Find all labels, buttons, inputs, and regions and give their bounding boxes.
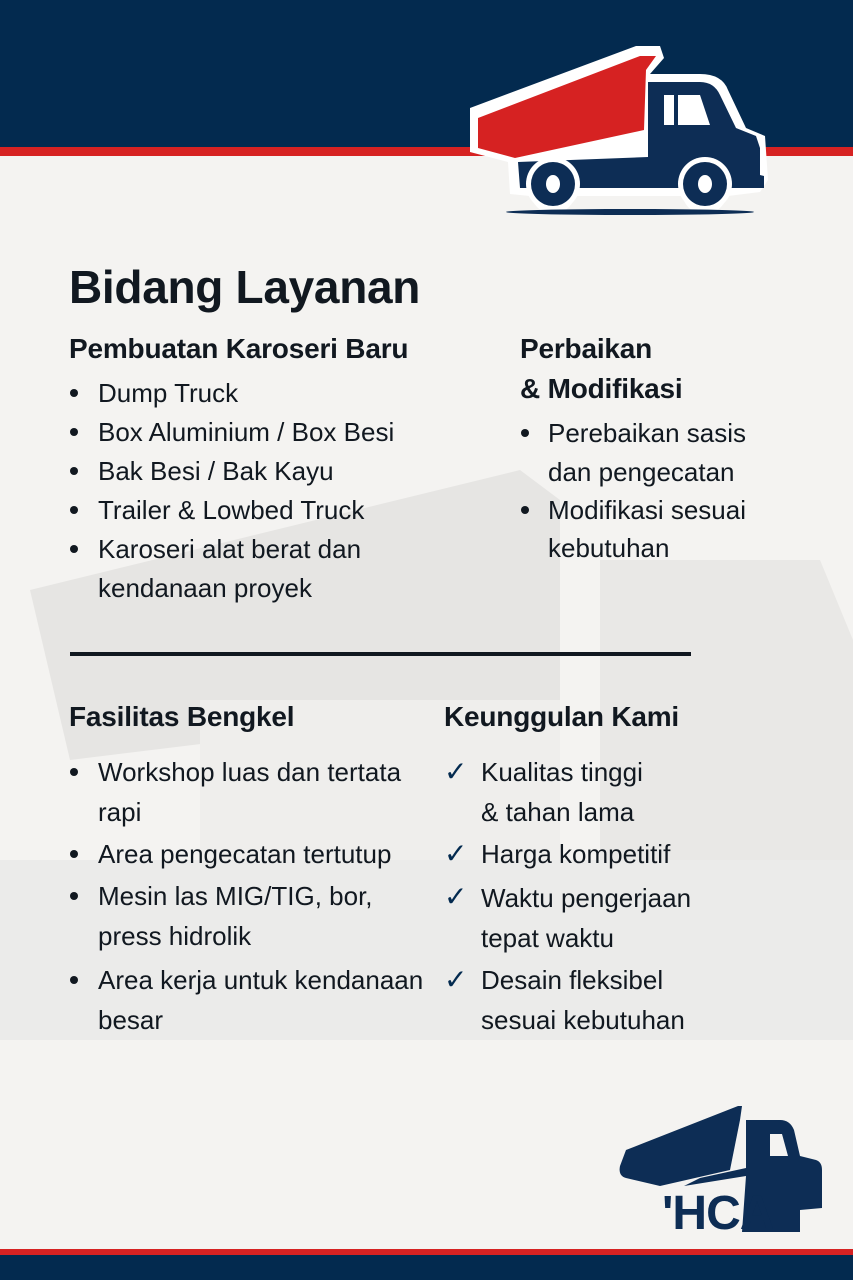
list-item-continuation: tepat waktu — [481, 923, 614, 953]
list-item-continuation: besar — [98, 1005, 164, 1035]
logo-text: 'HCA — [662, 1187, 774, 1240]
section-heading-repair-line1: Perbaikan — [520, 333, 653, 364]
bullet-icon — [70, 467, 78, 475]
list-item-continuation: kebutuhan — [548, 533, 670, 563]
list-item-continuation: kendanaan proyek — [98, 573, 312, 603]
bullet-icon — [521, 429, 529, 437]
list-item: Mesin las MIG/TIG, bor, — [98, 881, 373, 911]
bullet-icon — [70, 389, 78, 397]
list-item: Bak Besi / Bak Kayu — [98, 456, 334, 486]
section-heading-new-bodywork: Pembuatan Karoseri Baru — [69, 333, 409, 364]
list-item: Workshop luas dan tertata — [98, 757, 402, 787]
bullet-icon — [70, 428, 78, 436]
list-item: Dump Truck — [98, 378, 239, 408]
section-heading-advantages: Keunggulan Kami — [444, 701, 680, 732]
bullet-icon — [70, 506, 78, 514]
section-divider — [70, 652, 691, 656]
bullet-icon — [70, 545, 78, 553]
list-item: Area kerja untuk kendanaan — [98, 965, 424, 995]
list-item: Box Aluminium / Box Besi — [98, 417, 395, 447]
checkmark-icon: ✓ — [444, 838, 468, 869]
checkmark-icon: ✓ — [444, 756, 468, 787]
list-item: Desain fleksibel — [481, 965, 664, 995]
list-item: Perebaikan sasis — [548, 418, 746, 448]
bullet-icon — [70, 976, 78, 984]
company-logo — [610, 1090, 840, 1240]
list-item-continuation: dan pengecatan — [548, 457, 735, 487]
bullet-icon — [70, 850, 78, 858]
checkmark-icon: ✓ — [444, 964, 468, 995]
section-heading-repair-line2: & Modifikasi — [520, 373, 683, 404]
list-item-continuation: & tahan lama — [481, 797, 635, 827]
list-item: Waktu pengerjaan — [481, 883, 692, 913]
bullet-icon — [521, 506, 529, 514]
bullet-icon — [70, 768, 78, 776]
list-item-continuation: sesuai kebutuhan — [481, 1005, 685, 1035]
list-item-continuation: press hidrolik — [98, 921, 252, 951]
dump-truck-icon — [460, 40, 780, 220]
list-item-continuation: rapi — [98, 797, 142, 827]
checkmark-icon: ✓ — [444, 881, 468, 912]
list-item: Karoseri alat berat dan — [98, 534, 362, 564]
list-item: Trailer & Lowbed Truck — [98, 495, 365, 525]
list-item: Modifikasi sesuai — [548, 495, 746, 525]
section-heading-facilities: Fasilitas Bengkel — [69, 701, 295, 732]
footer-band — [0, 1255, 853, 1280]
list-item: Kualitas tinggi — [481, 757, 643, 787]
list-item: Area pengecatan tertutup — [98, 839, 392, 869]
list-item: Harga kompetitif — [481, 839, 671, 869]
bullet-icon — [70, 892, 78, 900]
page-title: Bidang Layanan — [69, 261, 421, 313]
